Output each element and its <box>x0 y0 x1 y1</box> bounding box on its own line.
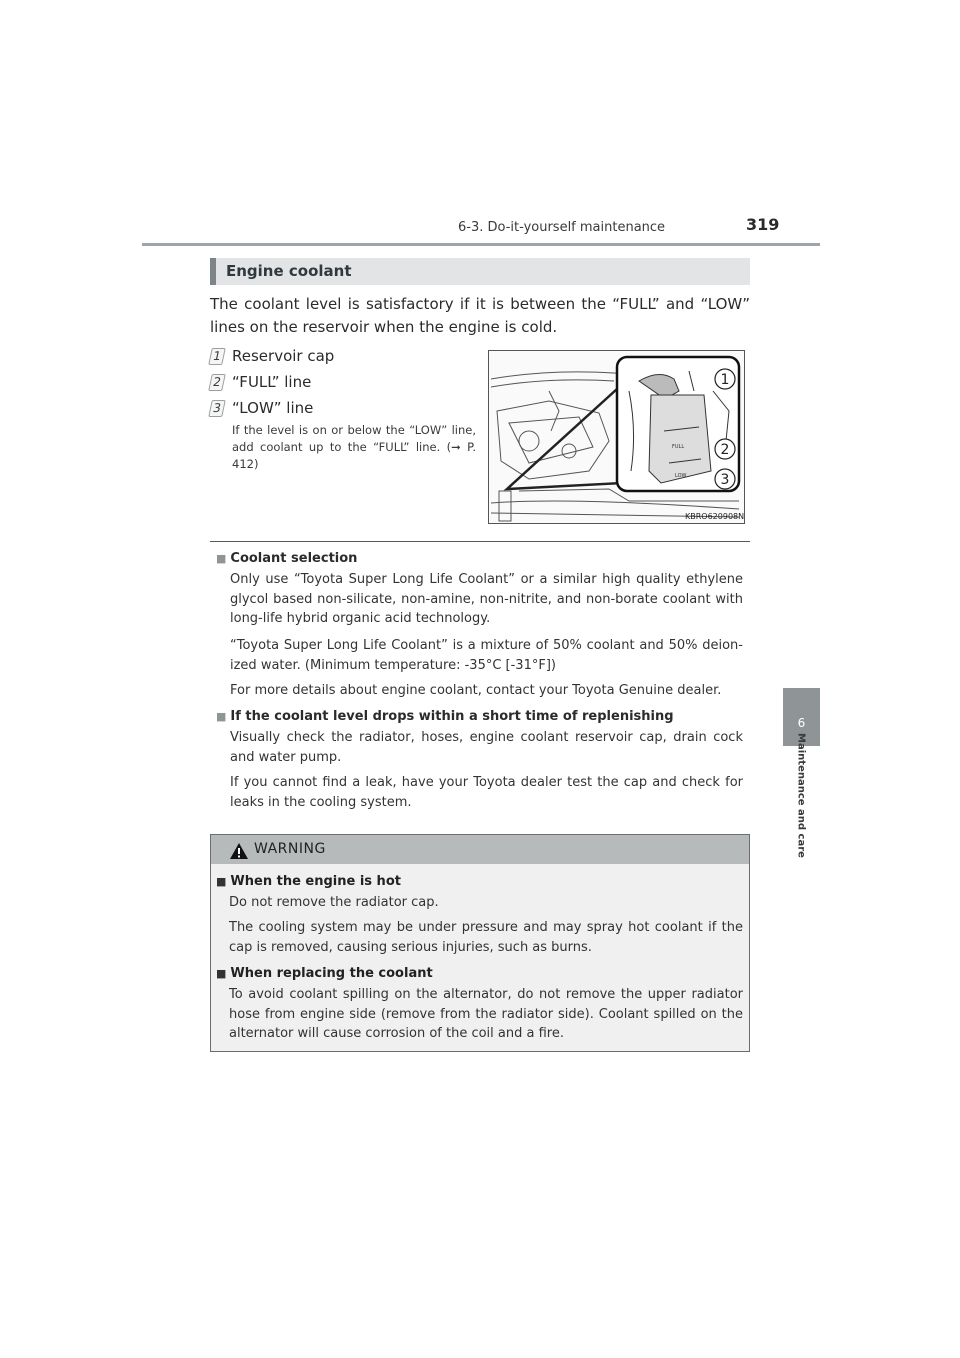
callout-number: 1 <box>208 348 226 365</box>
warning-paragraph: The cooling system may be under pressure and may spray hot coolant if the cap is removed, causing serious injuries, such as burns. <box>229 920 743 955</box>
info-topic-title <box>216 709 674 724</box>
section-title: Engine coolant <box>226 262 352 280</box>
square-bullet-icon: ■ <box>216 710 227 723</box>
svg-text:LOW: LOW <box>675 473 687 479</box>
info-paragraph: If you cannot find a leak, have your Toyota dealer test the cap and check for leaks in the cooling system. <box>230 775 743 810</box>
warning-item-title-text: When replacing the coolant <box>230 966 433 981</box>
info-topic-title-text: Coolant selection <box>230 551 358 566</box>
level-note: If the level is on or below the “LOW” line, add coolant up to the “FULL” line. (➞ P. 412) <box>232 423 476 471</box>
warning-paragraph: Do not remove the radiator cap. <box>229 895 439 910</box>
list-item <box>210 372 311 392</box>
callout-number: 3 <box>208 400 226 417</box>
chapter-tab-label: Maintenance and care <box>795 733 807 858</box>
warning-paragraph: To avoid coolant spilling on the alternator, do not remove the upper radiator hose from engine side (remove from the radiator side). Coolant spilled on the alternator will cause corrosion of the coil and a fire. <box>229 987 743 1041</box>
list-item <box>210 346 334 366</box>
info-paragraph: For more details about engine coolant, contact your Toyota Genuine dealer. <box>230 683 722 698</box>
divider <box>210 541 750 542</box>
square-bullet-icon: ■ <box>216 967 227 980</box>
svg-text:FULL: FULL <box>672 444 685 450</box>
callout-2: 2 <box>720 442 730 458</box>
info-paragraph: “Toyota Super Long Life Coolant” is a mixture of 50% coolant and 50% deion-ized water. (Minimum temperature: -35°C [-31°F]) <box>230 638 743 673</box>
chapter-tab-number: 6 <box>797 716 806 730</box>
warning-item-title <box>216 874 401 889</box>
intro-paragraph: The coolant level is satisfactory if it is between the “FULL” and “LOW” lines on the reservoir when the engine is cold. <box>210 295 750 336</box>
header-rule <box>142 243 820 246</box>
callout-3: 3 <box>720 472 730 488</box>
list-item-label: Reservoir cap <box>232 347 335 365</box>
square-bullet-icon: ■ <box>216 552 227 565</box>
callout-number: 2 <box>208 374 226 391</box>
warning-item-title <box>216 966 433 981</box>
info-paragraph: Visually check the radiator, hoses, engine coolant reservoir cap, drain cock and water pump. <box>230 730 743 765</box>
illustration-code: KBRO620908N <box>685 512 744 521</box>
warning-label: WARNING <box>254 841 326 857</box>
coolant-reservoir-illustration <box>488 350 745 524</box>
square-bullet-icon: ■ <box>216 875 227 888</box>
list-item-label: “LOW” line <box>232 399 314 417</box>
list-item-label: “FULL” line <box>232 373 312 391</box>
running-header-section: 6-3. Do-it-yourself maintenance <box>458 220 666 235</box>
warning-triangle-icon <box>229 842 249 864</box>
info-topic-title <box>216 551 357 566</box>
engine-bay-drawing <box>489 351 744 523</box>
info-topic-title-text: If the coolant level drops within a short time of replenishing <box>230 709 674 724</box>
warning-item-title-text: When the engine is hot <box>230 874 401 889</box>
list-item <box>210 398 313 418</box>
callout-1: 1 <box>720 372 730 388</box>
info-paragraph: Only use “Toyota Super Long Life Coolant” or a similar high quality ethylene glycol based non-silicate, non-amine, non-nitrite, and non-borate coolant with long-life hybrid organic acid technology. <box>230 572 743 626</box>
page-number: 319 <box>746 215 780 234</box>
